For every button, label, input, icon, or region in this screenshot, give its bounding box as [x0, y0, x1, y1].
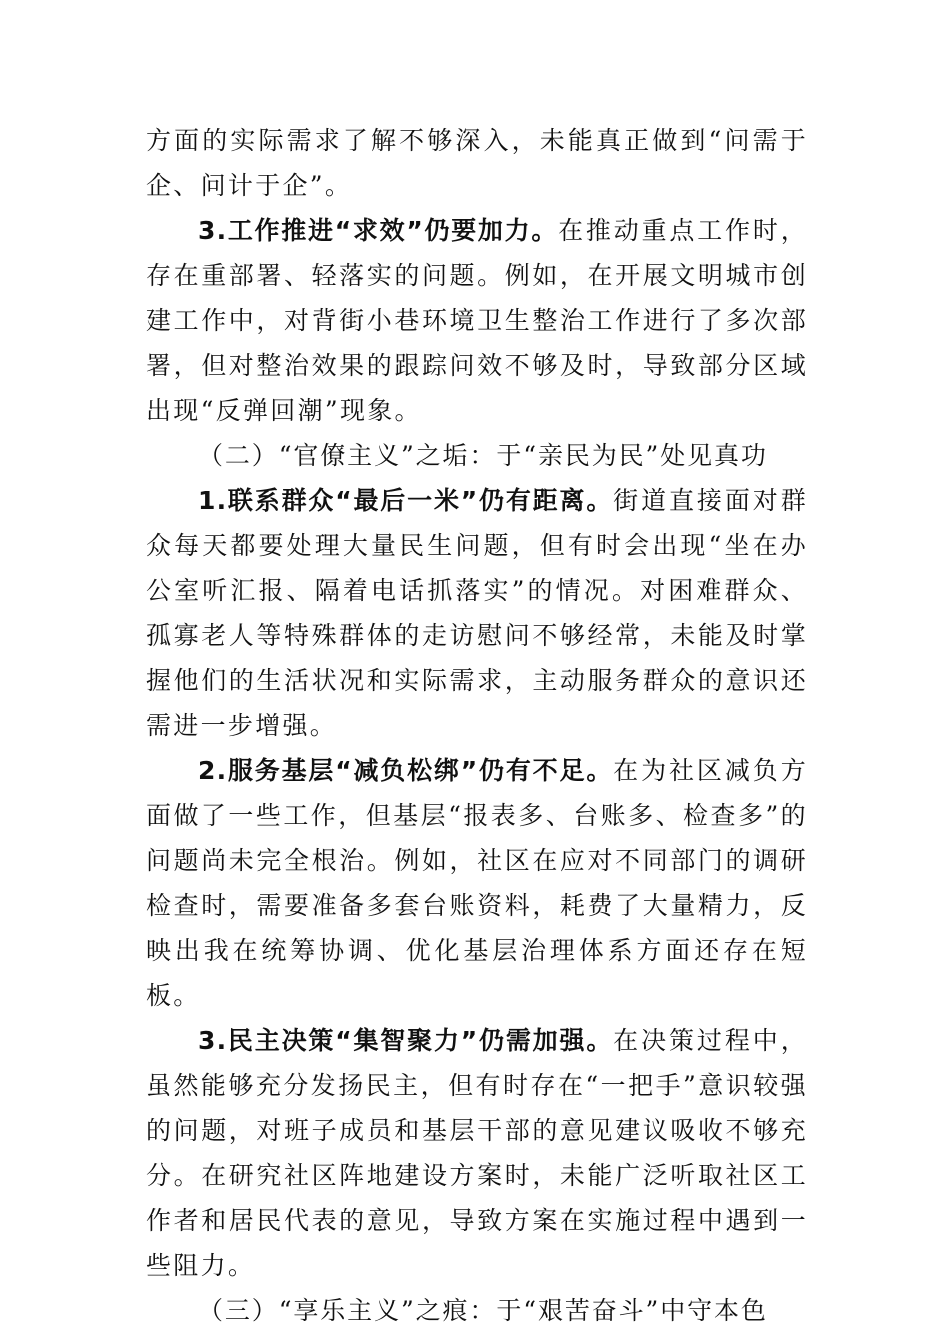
paragraph-continuation: [146, 118, 808, 208]
item-heading: 3.工作推进“求效”仍要加力。: [198, 216, 559, 245]
item-heading: 2.服务基层“减负松绑”仍有不足。: [198, 756, 614, 785]
paragraph-text: 街道直接面对群众每天都要处理大量民生问题，但有时会出现“坐在办公室听汇报、隔着电话抓落实”的情况。对困难群众、孤寡老人等特殊群体的走访慰问不够经常，未能及时掌握他们的生活状况和实际需求，主动服务群众的意识还需进一步增强。: [146, 486, 809, 740]
item-heading: 3.民主决策“集智聚力”仍需加强。: [198, 1026, 614, 1055]
section-heading-bureaucracy: （二）“官僚主义”之垢：于“亲民为民”处见真功: [198, 441, 768, 470]
paragraph-item-work-effect: [146, 208, 808, 433]
paragraph-text: 在推动重点工作时，存在重部署、轻落实的问题。例如，在开展文明城市创建工作中，对背街小巷环境卫生整治工作进行了多次部署，但对整治效果的跟踪问效不够及时，导致部分区域出现“反弹回潮”现象。: [146, 216, 808, 425]
paragraph-text: 在决策过程中，虽然能够充分发扬民主，但有时存在“一把手”意识较强的问题，对班子成员和基层干部的意见建议吸收不够充分。在研究社区阵地建设方案时，未能广泛听取社区工作者和居民代表的意见，导致方案在实施过程中遇到一些阻力。: [146, 1026, 809, 1280]
section-heading-hedonism: （三）“享乐主义”之痕：于“艰苦奋斗”中守本色: [198, 1296, 768, 1325]
paragraph-item-reduce-burden: [146, 748, 808, 1018]
document-page: [146, 118, 808, 1333]
paragraph-text: 方面的实际需求了解不够深入，未能真正做到“问需于企、问计于企”。: [146, 126, 808, 200]
paragraph-item-democratic-decision: [146, 1018, 808, 1288]
item-heading: 1.联系群众“最后一米”仍有距离。: [198, 486, 614, 515]
paragraph-item-contact-masses: [146, 478, 808, 748]
paragraph-text: 在为社区减负方面做了一些工作，但基层“报表多、台账多、检查多”的问题尚未完全根治。例如，社区在应对不同部门的调研检查时，需要准备多套台账资料，耗费了大量精力，反映出我在统筹协调、优化基层治理体系方面还存在短板。: [146, 756, 809, 1010]
